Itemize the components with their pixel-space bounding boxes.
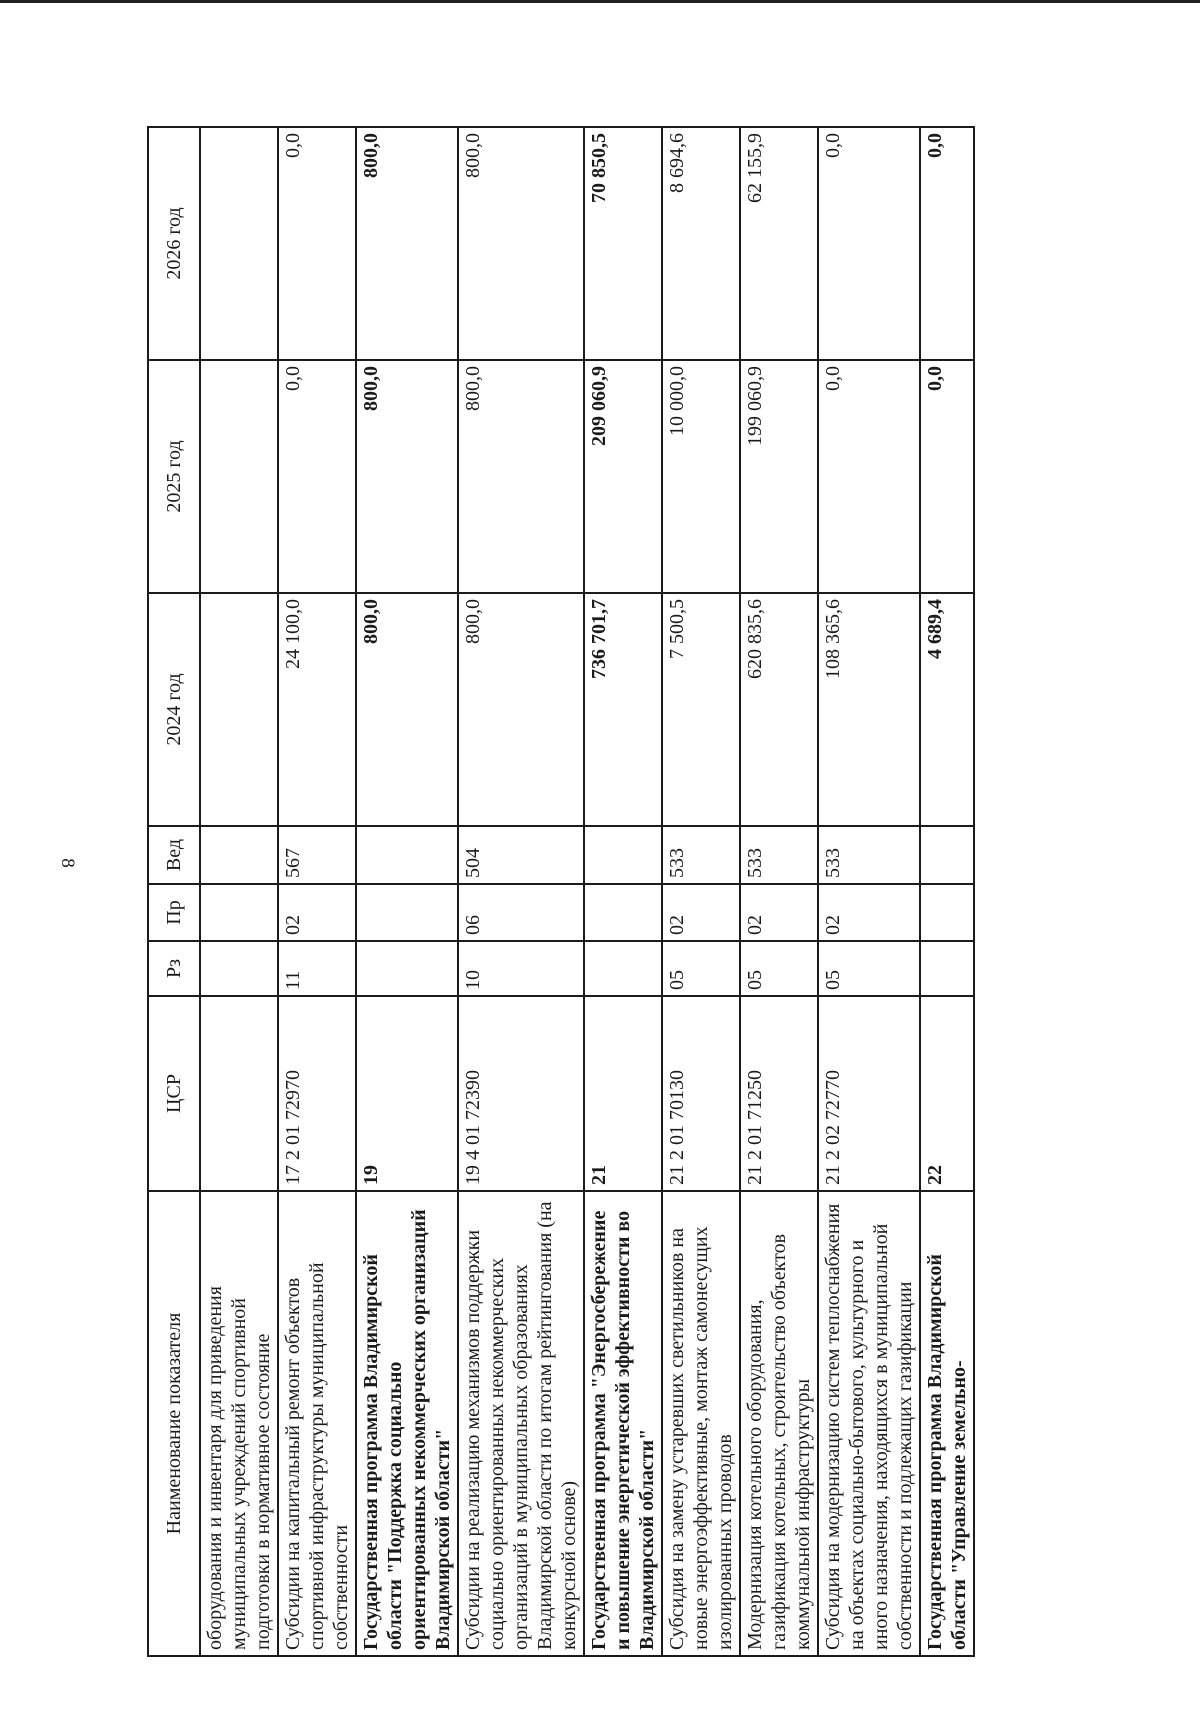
cell-csr: 21 2 02 72770 xyxy=(818,996,920,1191)
cell-2024: 620 835,6 xyxy=(740,593,818,826)
table-row-program xyxy=(584,127,662,1656)
cell-name: оборудования и инвентаря для приведения муниципальных учреждений спортивной подготовки в нормативное состояние xyxy=(200,1191,278,1656)
cell-name: Государственная программа Владимирской области "Управление земельно- xyxy=(920,1191,974,1656)
cell-ved: 533 xyxy=(662,826,740,884)
cell-pr xyxy=(584,884,662,941)
cell-csr: 21 2 01 71250 xyxy=(740,996,818,1191)
table-row xyxy=(818,127,920,1656)
cell-ved: 504 xyxy=(458,826,584,884)
cell-name: Государственная программа "Энергосбережение и повышение энергетической эффективности во Владимирской области" xyxy=(584,1191,662,1656)
cell-2024 xyxy=(200,593,278,826)
cell-ved xyxy=(200,826,278,884)
cell-csr: 21 2 01 70130 xyxy=(662,996,740,1191)
cell-2026 xyxy=(200,127,278,360)
table-row-program xyxy=(356,127,458,1656)
table-header-row xyxy=(148,127,200,1656)
cell-2025: 800,0 xyxy=(458,360,584,593)
header-2025: 2025 год xyxy=(148,360,200,593)
cell-name: Субсидия на модернизацию систем теплоснабжения на объектах социально-бытового, культурного и иного назначения, находящихся в муниципальной собственности и подлежащих газификации xyxy=(818,1191,920,1656)
header-2026: 2026 год xyxy=(148,127,200,360)
cell-csr: 19 xyxy=(356,996,458,1191)
cell-name: Субсидии на реализацию механизмов поддержки социально ориентированных некоммерческих организаций в муниципальных образованиях Владимирской области по итогам рейтингования (на конкурсной основе) xyxy=(458,1191,584,1656)
table-row xyxy=(662,127,740,1656)
cell-ved xyxy=(584,826,662,884)
cell-2025: 0,0 xyxy=(818,360,920,593)
header-ved: Вед xyxy=(148,826,200,884)
cell-2026: 70 850,5 xyxy=(584,127,662,360)
cell-csr: 21 xyxy=(584,996,662,1191)
cell-2024: 800,0 xyxy=(458,593,584,826)
cell-pr xyxy=(920,884,974,941)
cell-pr: 02 xyxy=(278,884,356,941)
header-rz: Рз xyxy=(148,941,200,996)
budget-table xyxy=(147,126,975,1657)
cell-2025: 0,0 xyxy=(278,360,356,593)
cell-2025 xyxy=(200,360,278,593)
cell-2025: 800,0 xyxy=(356,360,458,593)
cell-2025: 209 060,9 xyxy=(584,360,662,593)
header-name: Наименование показателя xyxy=(148,1191,200,1656)
cell-rz: 10 xyxy=(458,941,584,996)
cell-csr xyxy=(200,996,278,1191)
cell-2026: 0,0 xyxy=(278,127,356,360)
cell-csr: 22 xyxy=(920,996,974,1191)
cell-ved: 533 xyxy=(740,826,818,884)
cell-ved xyxy=(920,826,974,884)
cell-2026: 0,0 xyxy=(818,127,920,360)
cell-2026: 800,0 xyxy=(458,127,584,360)
table-row xyxy=(458,127,584,1656)
header-csr: ЦСР xyxy=(148,996,200,1191)
table-row-program xyxy=(920,127,974,1656)
cell-2024: 800,0 xyxy=(356,593,458,826)
cell-ved: 533 xyxy=(818,826,920,884)
cell-name: Субсидии на капитальный ремонт объектов спортивной инфраструктуры муниципальной собственности xyxy=(278,1191,356,1656)
table-row xyxy=(740,127,818,1656)
cell-rz: 11 xyxy=(278,941,356,996)
table-row xyxy=(278,127,356,1656)
cell-ved: 567 xyxy=(278,826,356,884)
cell-rz: 05 xyxy=(662,941,740,996)
cell-rz xyxy=(584,941,662,996)
rotated-table-container xyxy=(147,126,975,1657)
cell-2025: 10 000,0 xyxy=(662,360,740,593)
cell-rz xyxy=(356,941,458,996)
cell-pr xyxy=(356,884,458,941)
table-row xyxy=(200,127,278,1656)
cell-2026: 0,0 xyxy=(920,127,974,360)
cell-csr: 19 4 01 72390 xyxy=(458,996,584,1191)
cell-name: Государственная программа Владимирской области "Поддержка социально ориентированных некоммерческих организаций Владимирской области" xyxy=(356,1191,458,1656)
header-2024: 2024 год xyxy=(148,593,200,826)
cell-2024: 24 100,0 xyxy=(278,593,356,826)
cell-rz xyxy=(920,941,974,996)
cell-rz: 05 xyxy=(818,941,920,996)
header-pr: Пр xyxy=(148,884,200,941)
cell-pr xyxy=(200,884,278,941)
cell-2024: 7 500,5 xyxy=(662,593,740,826)
cell-name: Модернизация котельного оборудования, газификация котельных, строительство объектов коммунальной инфраструктуры xyxy=(740,1191,818,1656)
cell-2025: 199 060,9 xyxy=(740,360,818,593)
cell-2024: 108 365,6 xyxy=(818,593,920,826)
cell-pr: 02 xyxy=(818,884,920,941)
cell-2026: 8 694,6 xyxy=(662,127,740,360)
cell-rz xyxy=(200,941,278,996)
cell-pr: 02 xyxy=(740,884,818,941)
cell-rz: 05 xyxy=(740,941,818,996)
cell-2026: 800,0 xyxy=(356,127,458,360)
cell-ved xyxy=(356,826,458,884)
top-border-line xyxy=(0,0,1200,3)
cell-2026: 62 155,9 xyxy=(740,127,818,360)
cell-pr: 02 xyxy=(662,884,740,941)
cell-2025: 0,0 xyxy=(920,360,974,593)
cell-name: Субсидия на замену устаревших светильников на новые энергоэффективные, монтаж самонесущих изолированных проводов xyxy=(662,1191,740,1656)
page-number: 8 xyxy=(56,858,78,868)
cell-2024: 4 689,4 xyxy=(920,593,974,826)
cell-2024: 736 701,7 xyxy=(584,593,662,826)
cell-csr: 17 2 01 72970 xyxy=(278,996,356,1191)
cell-pr: 06 xyxy=(458,884,584,941)
